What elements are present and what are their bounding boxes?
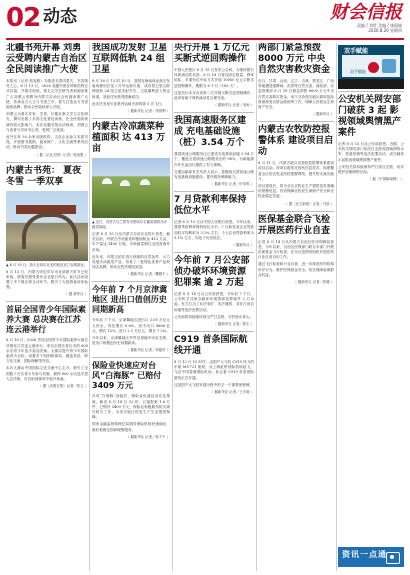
article-paragraph: 刘勇云为著名作家、学者，长期从事文学与文化研究，撰写出版了多部文化普及读物，在全民阅读领域有较大影响力，本次北疆书苑活动现场，刘勇云与读者分享读书心得，受到广泛欢迎。 (6, 112, 88, 132)
article-paragraph: 记者 8 月 14 日从公安部获悉，今年前 7 个月，公安机关共侦办破坏环境资源犯罪案件 2 万余起，有力打击了非法采矿、非法捕捞、非法占用农用地等违法犯罪活动。 (174, 292, 254, 312)
photo-text-line: 赋能 (358, 69, 366, 74)
article-byline: （ 据新华社 记者／魏婧宇 ） (126, 272, 170, 277)
article-headline[interactable]: 今年前 7 月公安部 侦办破坏环境资源犯罪案 逾 2 万起 (174, 256, 250, 289)
article-paragraph: 这是央行本月以来第二次开展买断式逆回购操作，此举有助于保持流动性合理充裕。 (174, 90, 254, 101)
article-paragraph: 近年来，内蒙古依托得天独厚的自然条件，大力发展冷凉蔬菜产业，培育了一批特色优势产品和知名品牌，带动农牧民增收致富。 (92, 254, 170, 270)
section-title: 动态 (43, 7, 77, 27)
article-reading-ambassador (6, 43, 88, 158)
article-summer-winter (6, 162, 88, 298)
article-byline: （ 据《北方新报》记者／马欣 ） (284, 201, 334, 206)
article-paragraph: 8 月 16 日 12 时 10 分，我国在海南商业航天发射场使用长征八号甲运载火箭，成功将卫星互联网低轨 24 组卫星发射升空，卫星顺利进入预定轨道，发射任务获得圆满成功。 (92, 79, 170, 99)
article-medical-insurance (258, 211, 334, 285)
article-byline: （ 据《中国新闻网》 ） (367, 177, 404, 182)
article-cold-vegetables (92, 118, 170, 277)
article-paragraph: 台风“白海豚”登陆后，保险业迅速启动应急预案，截至 8 月 18 日 12 时，已接报案 1.6 万件，已赔付 3409 万元，保险业积极服务防灾减灾救灾工作，为受灾地区恢复生产生活提供保障。 (92, 394, 170, 420)
article-c919-route (174, 331, 254, 395)
article-headline[interactable]: 7 月贷款利率保持低位水平 (174, 195, 247, 217)
article-headline[interactable]: 我国高速服务区建成 充电基础设施（桩）3.54 万个 (174, 116, 247, 149)
article-byline: （ 据新华社 记者／张千千 ） (126, 434, 170, 439)
article-byline: （ 据《正北方网》记者／郭炎胜 ） (34, 152, 88, 157)
article-byline: （ 据新华社 记者／熊丰 ） (213, 322, 254, 327)
article-byline: （ 据新华社 记者／张娜 ） (293, 280, 334, 285)
logo-text: 财会信报 (330, 2, 402, 23)
article-photo[interactable] (92, 158, 170, 218)
column-3 (174, 43, 254, 571)
article-byline: （ 据新华社 记者／刘夏村 ） (126, 348, 170, 353)
article-loan-rates (174, 191, 254, 248)
article-headline[interactable]: 首届全国青少年国际素养大赛 总决赛在江苏连云港举行 (6, 305, 86, 335)
article-paragraph: 公安机关将持续保持严打高压态势，切实维护清朗网络空间。 (338, 164, 404, 175)
article-reverse-repo (174, 43, 254, 108)
photo-greenhouse-shape (140, 179, 150, 185)
article-paragraph: 8 月 16 日，2026 首届全国青少年国际素养大赛总决赛在江苏连云港举行，来自全国各省区市的 600 余名青少年选手参加决赛。大赛以提升青少年国际素养为目标，设置多个组别和赛项，涵盖英语、跨文化交流、国际理解等内容。 (6, 338, 88, 364)
article-paragraph: 今年前 7 个月，京津冀地区进出口 3.05 万亿元人民币，同比增长 8.6%，其中出口 9666 亿元，增长 12%，进口 2.1 万亿元，增长 7.2%。 (92, 318, 170, 333)
article-paragraph: 本次大赛由中国国际文化交流中心主办，吸引了全国数十万名青少年参与初赛，最终 600 余名选手进入总决赛，在各组别赛项中展开角逐。 (6, 366, 88, 381)
photo-arch-shape (22, 213, 78, 249)
article-disaster-funds (258, 43, 334, 117)
article-typhoon-insurance (92, 357, 170, 439)
article-paragraph: 通过飞行检查和行业自查，进一步规范医药机构诊疗行为，维护医保基金安全，切实保障参保群众权益。 (258, 262, 334, 277)
article-paragraph: 今年以来，京津冀地区外贸呈现稳中向好态势，进出口规模创历史同期新高。 (92, 336, 170, 346)
photo-greenhouse-shape (102, 178, 112, 184)
article-byline: （ 据新华社 记者／李国利 ） (126, 109, 170, 114)
column-divider (89, 43, 90, 571)
article-paragraph: 交通运输部有关负责人表示，将继续完善高速公路充电基础设施建设，提升服务保障能力。 (174, 169, 254, 180)
article-paragraph: 记者 8 月 14 日从内蒙古自治区医疗保障局获悉，今年以来，自治区医保部门联合多部门开展医保基金飞行检查，在全区范围内组织开展医药行业自查自纠工作。 (258, 239, 334, 260)
news-flash-label: 资讯一点通 (342, 550, 387, 559)
article-paragraph: 记者 8 月 15 日从公安部获悉，近期，公安机关网安部门依法打击影视领域网络水军、恶意营销等违法犯罪活动，成功破获 3 起影视领域舆情黑产案件。 (338, 142, 404, 162)
article-paragraph: 公安部将持续保持高压严打态势，守护绿水青山。 (174, 314, 254, 319)
photo-subtext (350, 69, 366, 75)
masthead (0, 0, 410, 40)
article-headline[interactable]: 保险业快速应对台风“白海豚” 已赔付 3409 万元 (92, 361, 162, 391)
article-byline: （ 据新华社 ） (311, 112, 334, 117)
article-byline: （ 据新华社 记者／吴雨 ） (213, 103, 254, 108)
article-headline[interactable]: 内蒙古农牧防控报警体系 建设项目启动 (258, 125, 334, 158)
article-byline: （ 据新华社 记者／叶昊鸣 ） (210, 182, 254, 187)
article-paragraph: 本报讯（记者 郭炎胜）为推进书香内蒙古，书香领导之心，6 月 13 日，2026 北疆书苑在呼和浩特正式启幕，开幕式现场，著名文学史研究者和阅读推广人刘勇云受聘为内蒙古自治区全民阅读推广大使，传承北方人文与书香之中，着力打造北方书香阅读品牌，推动全民阅读深入开展。 (6, 79, 88, 110)
article-paragraph: 8 月 15 日，内蒙古呼伦贝尔市北部夏天时节已经来临，游客们感受着东北亚夏日风光。此次活动设置了多个展区和互动环节，吸引了大批游客前来参观。 (6, 269, 88, 290)
article-headline[interactable]: 北疆书苑开幕 刘勇云受聘内蒙古自治区 全民阅读推广大使 (6, 43, 88, 75)
photo-device-shape (382, 59, 396, 73)
article-byline: （ 据《光明日报》记者／张文 ） (38, 384, 88, 389)
column-1 (6, 43, 88, 571)
article-paragraph: 8 月 12 日 15 时许，由国产大飞机 C919 执飞的东航 MU721 航班，从上海虹桥国际机场起飞，飞往中国香港国际机场，标志着 C919 首条国际航线正式开通。 (174, 360, 254, 380)
photo-text-line: 赋能 (356, 48, 369, 55)
photo-badge-shape (368, 62, 379, 73)
article-byline: （ 据新华社 记者／王辛莉 ） (210, 390, 254, 395)
article-paragraph: 记者 8 月 15 日从中国人民银行获悉，今年以来，我国贷款利率保持低位水平。7 月新发放企业贷款加权平均利率为 3.2% 左右，个人住房贷款利率为 3.1% 左右，均处于历史低位。 (174, 220, 254, 240)
article-paragraph: 我国高速公路服务区已建成充电基础设施 3.54 万个，覆盖全国高速公路服务区的 98%，为新能源汽车长途出行提供了有力保障。 (174, 152, 254, 167)
photo-text-line: 双手 (344, 48, 357, 55)
date-line: 2026.8.20 星期四 (368, 28, 402, 33)
article-photo[interactable] (6, 191, 88, 261)
article-paragraph: 此外还有 30 余家出版机构、文化企业参与本届书苑，开展图书展销、阅读推广、文化交流等系列活动，推动书香北疆建设。 (6, 135, 88, 150)
editor-line: 责编 / 刘哲 美编 / 康丽媛 (356, 23, 402, 28)
article-headline[interactable]: 公安机关网安部门破获 3 起 影视领域舆情黑产案件 (338, 95, 402, 138)
article-paragraph: 8 月 11 日，内蒙古地区农牧防控报警体系建设项目启动。该项目将依托现代信息技术，构建覆盖全区的农牧业防控报警网络，提升防灾减灾能力。 (258, 161, 334, 181)
column-divider (336, 43, 337, 571)
article-headline[interactable]: 内蒙古书苑： 夏夜冬雪 一季双享 (6, 165, 82, 187)
article-paragraph: 近日，甘肃、山西、辽宁、吉林、黑龙江、广西等地遭受强降雨、洪涝等自然灾害。财政部、应急管理部 8 月 18 日紧急预拨 8000 万元中央自然灾害救灾资金，用于支持受灾地区做好抢险救援和受灾群众救助等工作，保障人民群众生命财产安全。 (258, 79, 334, 110)
masthead-meta (357, 23, 402, 33)
article-headline[interactable]: 央行开展 1 万亿元 买断式逆回购操作 (174, 43, 250, 64)
article-charging-stations (174, 112, 254, 187)
column-5 (338, 43, 404, 571)
column-divider (172, 43, 173, 571)
article-headline[interactable]: 两部门紧急预拨 8000 万元 中央自然灾害救灾资金 (258, 43, 331, 75)
photo-dark-band (338, 79, 404, 89)
article-photo[interactable] (338, 45, 404, 89)
page-number: 02 (6, 3, 41, 33)
masthead-divider (6, 38, 404, 40)
article-headline[interactable]: 我国成功发射 卫星互联网低轨 24 组卫星 (92, 43, 168, 75)
article-paragraph: 中国人民银行 8 月 15 日发布公告称，为保持银行体系流动性充裕，8 月 18 日将以固定数量、利率招标、多重价位中标方式开展 10000 亿元买断式逆回购操作，期限为 6 个月（183 天）。 (174, 68, 254, 88)
article-headline[interactable]: C919 首条国际航线开通 (174, 335, 248, 357)
article-satellite-launch (92, 43, 170, 114)
article-paragraph: 项目建成后，将为全区农牧业生产提供及时准确的预警信息，有效保障农牧民生命财产安全和农牧业稳定发展。 (258, 184, 334, 199)
column-4 (258, 43, 334, 571)
article-online-rumor (338, 91, 404, 182)
article-youth-contest (6, 301, 88, 389)
news-flash-banner[interactable] (338, 547, 404, 567)
article-paragraph: 国家金融监督管理总局指导保险机构快速响应，做好查勘定损和理赔服务。 (92, 422, 170, 432)
article-byline: （ 据 新华社 ） (64, 292, 88, 297)
article-headline[interactable]: 医保基金联合飞检 开展医药行业自查 (258, 214, 331, 236)
photo-overlay-text (344, 48, 368, 55)
photo-caption: ▲ 8 月 15 日，游人在哈尔北北的敖包宫门参观游玩。 (6, 262, 88, 267)
camera-icon (386, 552, 400, 564)
newspaper-logo (330, 3, 402, 23)
photo-greenhouse-shape (120, 180, 130, 186)
article-headline[interactable]: 内蒙古冷凉蔬菜种植面积 达 413 万亩 (92, 122, 166, 155)
article-headline[interactable]: 今年前 7 个月京津冀地区 进出口值创历史同期新高 (92, 285, 168, 315)
photo-text-line: 双手 (350, 69, 358, 74)
article-paragraph: 此次任务是长征系列运载火箭的第 5 次飞行。 (92, 101, 165, 106)
column-divider (256, 43, 257, 571)
article-byline: （ 据新华社 ） (231, 243, 254, 248)
article-environment-crime (174, 252, 254, 327)
article-jingjinji-trade (92, 281, 170, 353)
column-2 (92, 43, 170, 571)
article-alarm-system (258, 121, 334, 206)
article-paragraph: 记者 8 月 15 日从内蒙古自治区农牧厅获悉，截至目前，内蒙古冷凉蔬菜种植面积达 413 万亩，年产量达 1400 万吨，多种蔬菜销往全国及海外市场。 (92, 232, 170, 252)
photo-caption: ▲ 近日，内蒙古乌兰察布市察哈尔右翼前旗的冷凉蔬菜基地。 (92, 220, 167, 230)
article-paragraph: 这是国产大飞机发展历程中的又一个重要里程碑。 (174, 382, 254, 387)
